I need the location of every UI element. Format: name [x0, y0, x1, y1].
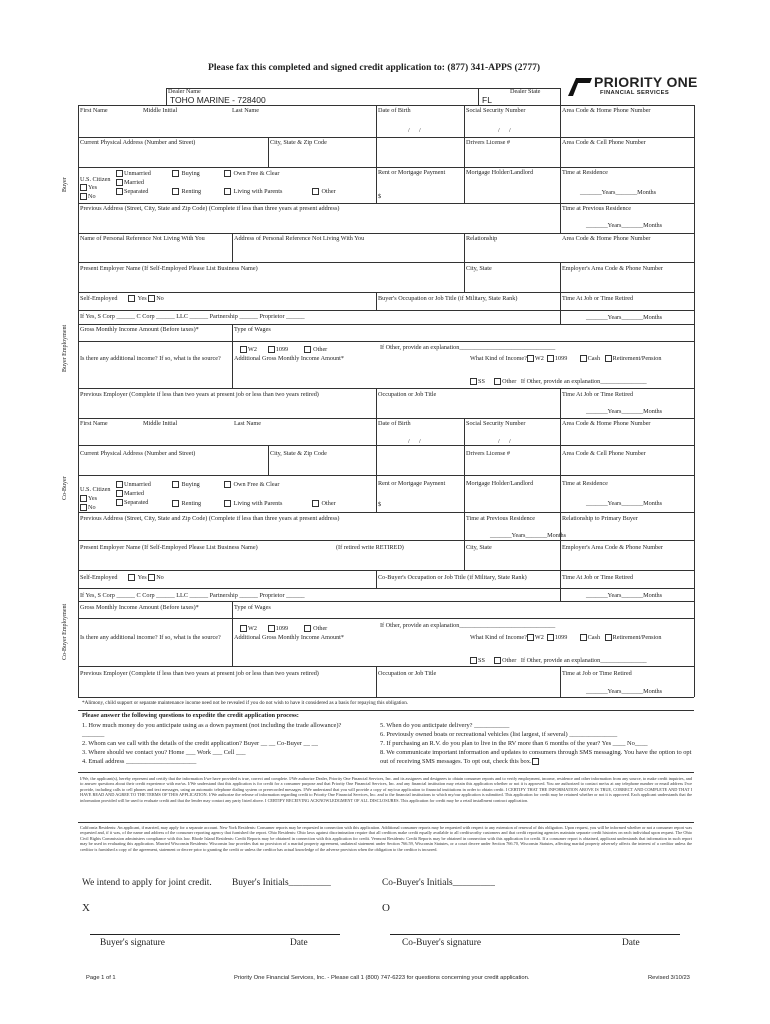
cobuyer-living-parents[interactable]: Living with Parents: [224, 500, 282, 507]
checkbox[interactable]: [224, 188, 231, 195]
cobuyer-occupation[interactable]: Co-Buyer's Occupation or Job Title (if Military, State Rank): [378, 574, 527, 581]
checkbox[interactable]: [80, 184, 87, 191]
disclosure-general: I/We, the applicant(s), hereby represent and certify that the information I/we have provided is true, correct and complete. I/We authorize Dealer, Priority One Financial Services, Inc. and its assignees and designees to obtain consumer reports and to verify employment, income, residence and other information from any source, to make credit inquiries, and to answer questions about their credit experience with me/us. I/We understand that this application is for credit for a consumer purpose and that Priority One Financial Services, Inc. and any financial institution may retain this application whether or not it is approved. You are authorized to contact me/us at any telephone number or email address I/we provide, including calls to cell phones and text messages, using an automatic telephone dialing system or prerecorded messages. I/We understand that you will provide a copy of my/our application to financial institutions in order to obtain credit. I CERTIFY THAT THE INFORMATION ABOVE IS TRUE, CORRECT AND COMPLETE AND THAT I HAVE READ AND AGREE TO THE TERMS OF THIS APPLICATION. I/We authorize the release of information regarding credit to Priority One Financial Services, Inc. and to the financial institutions to which my/our application is submitted. This application for credit may be retained whether or not it is approved. Each applicant understands that the information provided will be used to evaluate credit and that the lender may contact any party listed above. I CERTIFY RECEIVING ACKNOWLEDGMENT OF ALL DISCLOSURES. This application for credit may be a retail installment contract application.: [80, 776, 692, 803]
buyer-occ-title[interactable]: Occupation or Job Title: [378, 391, 437, 398]
cobuyer-o-mark: O: [382, 902, 390, 914]
cobuyer-ss-other[interactable]: SS Other If Other, provide an explanation_______________: [470, 657, 647, 664]
buyer-prev-address[interactable]: Previous Address (Street, City, State and Zip Code) (Complete if less than three years at present address): [80, 205, 340, 212]
buyer-city-state-zip[interactable]: City, State & Zip Code: [270, 139, 327, 146]
cobuyer-job-years: _______Years_______Months: [586, 592, 663, 599]
cobuyer-dollar: $: [378, 501, 382, 508]
checkbox[interactable]: [605, 634, 612, 641]
co-dob-slashes: / /: [408, 438, 421, 445]
buyer-occupation[interactable]: Buyer's Occupation or Job Title (if Military, State Rank): [378, 295, 518, 302]
cobuyer-if-yes[interactable]: If Yes, S Corp ______ C Corp ______ LLC ______ Partnership ______ Proprietor ______: [80, 592, 305, 599]
cobuyer-middle-initial[interactable]: Middle Initial: [143, 420, 178, 427]
checkbox[interactable]: [80, 193, 87, 200]
footer-center: Priority One Financial Services, Inc. - Please call 1 (800) 747-6223 for questions concerning your credit application.: [234, 975, 530, 981]
checkbox[interactable]: [116, 481, 123, 488]
buyer-address[interactable]: Current Physical Address (Number and Street): [80, 139, 196, 146]
buyer-time-residence[interactable]: Time at Residence: [562, 169, 608, 176]
footer-page: Page 1 of 1: [86, 975, 116, 981]
checkbox[interactable]: [304, 346, 311, 353]
buyer-wage-types[interactable]: W2 1099 Other: [240, 346, 327, 353]
cobuyer-emp-city[interactable]: City, State: [466, 544, 492, 551]
buyer-own-free[interactable]: Own Free & Clear: [224, 170, 279, 177]
buyer-emp-phone[interactable]: Employer's Area Code & Phone Number: [562, 265, 663, 272]
buyer-drivers-license[interactable]: Drivers License #: [466, 139, 510, 146]
buyer-rent-mortgage[interactable]: Rent or Mortgage Payment: [378, 169, 446, 176]
checkbox[interactable]: [527, 634, 534, 641]
dealer-name-label: Dealer Name: [168, 88, 201, 95]
cobuyer-gross-income[interactable]: Gross Monthly Income Amount (Before taxes)*: [80, 604, 199, 611]
fax-instruction: Please fax this completed and signed credit application to: (877) 341-APPS (2777): [208, 62, 541, 73]
cobuyer-address[interactable]: Current Physical Address (Number and Street): [80, 450, 196, 457]
cobuyer-prev-address[interactable]: Previous Address (Street, City, State and Zip Code) (Complete if less than three years at present address): [80, 515, 340, 522]
checkbox[interactable]: [80, 495, 87, 502]
cobuyer-mortgage-holder[interactable]: Mortgage Holder/Landlord: [466, 480, 534, 487]
buyer-section-label: Buyer: [62, 177, 68, 192]
cobuyer-type-wages[interactable]: Type of Wages: [234, 604, 271, 611]
buyer-cell-phone[interactable]: Area Code & Cell Phone Number: [562, 139, 646, 146]
cobuyer-self-employed[interactable]: Self-Employed Yes No: [80, 574, 164, 581]
alimony-note: *Alimony, child support or separate maintenance income need not be revealed if you do not wish to have it considered as a basis for repaying this obligation.: [82, 700, 409, 706]
cobuyer-buying[interactable]: Buying: [172, 481, 200, 488]
checkbox[interactable]: [128, 295, 135, 302]
cobuyer-cell-phone[interactable]: Area Code & Cell Phone Number: [562, 450, 646, 457]
question-5[interactable]: 5. When do you anticipate delivery? ___________: [380, 722, 510, 729]
buyer-ref-name[interactable]: Name of Personal Reference Not Living With You: [80, 235, 205, 242]
buyer-citizen-yes[interactable]: Yes: [80, 184, 97, 191]
checkbox[interactable]: [605, 355, 612, 362]
buyer-ref-phone[interactable]: Area Code & Home Phone Number: [562, 235, 651, 242]
buyer-prev-employer[interactable]: Previous Employer (Complete if less than two years at present job or less than two years retired): [80, 391, 319, 398]
checkbox[interactable]: [224, 500, 231, 507]
cobuyer-additional-q[interactable]: Is there any additional income? If so, what is the source?: [80, 634, 221, 641]
buyer-dob[interactable]: Date of Birth: [378, 107, 411, 114]
dealer-state-value[interactable]: FL: [482, 95, 492, 105]
checkbox[interactable]: [547, 355, 554, 362]
cobuyer-us-citizen: U.S. Citizen: [80, 486, 111, 493]
checkbox[interactable]: [116, 179, 123, 186]
cobuyer-citizen-no[interactable]: No: [80, 504, 96, 511]
sms-optout-checkbox[interactable]: [532, 758, 539, 765]
checkbox[interactable]: [148, 295, 155, 302]
buyer-relationship[interactable]: Relationship: [466, 235, 498, 242]
buyer-mortgage-holder[interactable]: Mortgage Holder/Landlord: [466, 169, 534, 176]
buyer-what-kind[interactable]: What Kind of Income? W2 1099 Cash Retirement/Pension: [470, 355, 662, 362]
buyer-additional-q[interactable]: Is there any additional income? If so, what is the source?: [80, 355, 221, 362]
ssn-slashes: / /: [498, 127, 511, 134]
question-4[interactable]: 4. Email address ______________________: [82, 758, 197, 765]
cobuyer-prev-years: _______Years_______Months: [490, 532, 567, 539]
cobuyer-prev-employer[interactable]: Previous Employer (Complete if less than two years at present job or less than two years retired): [80, 670, 319, 677]
buyer-signature-caption: Buyer's signature: [100, 938, 165, 948]
buyer-if-yes[interactable]: If Yes, S Corp ______ C Corp ______ LLC ______ Partnership ______ Proprietor ______: [80, 313, 305, 320]
buyer-unmarried[interactable]: Unmarried: [116, 170, 151, 177]
cobuyer-emp-phone[interactable]: Employer's Area Code & Phone Number: [562, 544, 663, 551]
checkbox[interactable]: [172, 500, 179, 507]
checkbox[interactable]: [580, 634, 587, 641]
cobuyer-own-free[interactable]: Own Free & Clear: [224, 481, 279, 488]
cobuyer-years-months: _______Years_______Months: [586, 500, 663, 507]
cobuyer-time-residence[interactable]: Time at Residence: [562, 480, 608, 487]
checkbox[interactable]: [268, 346, 275, 353]
buyer-ssn[interactable]: Social Security Number: [466, 107, 526, 114]
buyer-type-wages[interactable]: Type of Wages: [234, 326, 271, 333]
checkbox[interactable]: [240, 346, 247, 353]
buyer-emp-city[interactable]: City, State: [466, 265, 492, 272]
cobuyer-unmarried[interactable]: Unmarried: [116, 481, 151, 488]
buyer-middle-initial[interactable]: Middle Initial: [143, 107, 178, 114]
checkbox[interactable]: [470, 378, 477, 385]
questions-heading: Please answer the following questions to expedite the credit application process:: [82, 712, 299, 719]
disclosure-state: California Residents: An applicant, if married, may apply for a separate account. New York Residents: Consumer reports may be requested in connection with this application. Additional consumer reports may be requested with respect to any extension of renewal of this obligation. Upon request, you will be informed whether or not a consumer report was requested and, if it was, of the name and address of the consumer reporting agency that furnished the report. Ohio Residents: Ohio laws against discrimination require that all creditors make credit equally available to all creditworthy customers and that credit reporting agencies maintain separate credit histories on each individual upon request. The Ohio Civil Rights Commission administers compliance with this law. Rhode Island Residents: Credit Reports may be obtained in connection with this application for credit. Vermont Residents: Credit Reports may be obtained in connection with this application for credit. If a consumer report is obtained, applicant understands that information in such report may be used in evaluating this application. Married Wisconsin Residents: Wisconsin law provides that no provision of a marital property agreement, unilateral statement under Section 766.59, Wisconsin Statutes, or a court decree under Section 766.70, Wisconsin Statutes, affecting marital property adversely affects the interest of a creditor unless the creditor is furnished a copy of the agreement, statement or decree prior to granting the credit or unless the creditor has actual knowledge of the adverse provision when the obligation to the creditor is incurred.: [80, 825, 692, 852]
logo-subtitle: FINANCIAL SERVICES: [600, 90, 670, 96]
checkbox[interactable]: [547, 634, 554, 641]
dealer-name-value[interactable]: TOHO MARINE - 728400: [170, 95, 266, 105]
question-8[interactable]: 8. We communicate important information and updates to consumers through SMS messaging. You have the option to opt out of receiving SMS messages. To opt out, check this box.: [380, 749, 692, 765]
co-ssn-slashes: / /: [498, 438, 511, 445]
checkbox[interactable]: [224, 481, 231, 488]
cobuyer-initials[interactable]: Co-Buyer's Initials_________: [382, 878, 495, 888]
buyer-us-citizen: U.S. Citizen: [80, 176, 111, 183]
buyer-ss-other[interactable]: SS Other If Other, provide an explanation_______________: [470, 378, 647, 385]
cobuyer-married[interactable]: Married: [116, 490, 144, 497]
cobuyer-what-kind[interactable]: What Kind of Income? W2 1099 Cash Retirement/Pension: [470, 634, 662, 641]
cobuyer-other-res[interactable]: Other: [312, 500, 336, 507]
cobuyer-citizen-yes[interactable]: Yes: [80, 495, 97, 502]
cobuyer-time-job2[interactable]: Time at Job or Time Retired: [562, 670, 632, 677]
checkbox[interactable]: [494, 657, 501, 664]
dealer-state-label: Dealer State: [510, 88, 541, 95]
cobuyer-time-prev-res[interactable]: Time at Previous Residence: [466, 515, 536, 522]
buyer-separated[interactable]: Separated: [116, 188, 148, 195]
checkbox[interactable]: [304, 625, 311, 632]
checkbox[interactable]: [172, 481, 179, 488]
buyer-initials[interactable]: Buyer's Initials_________: [232, 878, 331, 888]
checkbox[interactable]: [494, 378, 501, 385]
checkbox[interactable]: [116, 188, 123, 195]
buyer-last-name[interactable]: Last Name: [232, 107, 259, 114]
checkbox[interactable]: [224, 170, 231, 177]
cobuyer-ssn[interactable]: Social Security Number: [466, 420, 526, 427]
buyer-citizen-no[interactable]: No: [80, 193, 96, 200]
buyer-if-other[interactable]: If Other, provide an explanation_______________________________: [380, 344, 556, 351]
question-1[interactable]: 1. How much money do you anticipate using as a down payment (not including the trade allowance)? _______: [82, 722, 342, 738]
question-6[interactable]: 6. Previously owned boats or recreational vehicles (list largest, if several) _______________: [380, 731, 618, 738]
cobuyer-separated[interactable]: Separated: [116, 499, 148, 506]
buyer-time-job2[interactable]: Time At Job or Time Retired: [562, 391, 634, 398]
checkbox[interactable]: [128, 574, 135, 581]
checkbox[interactable]: [116, 490, 123, 497]
question-7[interactable]: 7. If purchasing an R.V. do you plan to live in the RV more than 6 months of the year? Yes ____ No____: [380, 740, 648, 747]
question-3[interactable]: 3. Where should we contact you? Home ___ Work ___ Cell ___: [82, 749, 246, 756]
buyer-signature-line[interactable]: [90, 934, 340, 935]
cobuyer-rent-mortgage[interactable]: Rent or Mortgage Payment: [378, 480, 446, 487]
logo-mark-icon: [566, 76, 594, 98]
buyer-buying[interactable]: Buying: [172, 170, 200, 177]
checkbox[interactable]: [527, 355, 534, 362]
buyer-ref-address[interactable]: Address of Personal Reference Not Living With You: [234, 235, 365, 242]
logo: [566, 74, 716, 104]
cobuyer-date-caption: Date: [622, 938, 640, 948]
cobuyer-signature-line[interactable]: [390, 934, 680, 935]
question-2[interactable]: 2. Whom can we call with the details of the credit application? Buyer __ __ Co-Buyer __ __: [82, 740, 318, 747]
cobuyer-employer[interactable]: Present Employer Name (If Self-Employed Please List Business Name): [80, 544, 258, 551]
checkbox[interactable]: [116, 170, 123, 177]
buyer-job-years: _______Years_______Months: [586, 314, 663, 321]
cobuyer-job2-years: _______Years_______Months: [586, 688, 663, 695]
cobuyer-drivers-license[interactable]: Drivers License #: [466, 450, 510, 457]
buyer-home-phone[interactable]: Area Code & Home Phone Number: [562, 107, 651, 114]
buyer-married[interactable]: Married: [116, 179, 144, 186]
dob-slashes: / /: [408, 127, 421, 134]
joint-credit-statement: We intend to apply for joint credit.: [82, 878, 212, 888]
buyer-prev-years: _______Years_______Months: [586, 222, 663, 229]
checkbox[interactable]: [80, 504, 87, 511]
cobuyer-if-other[interactable]: If Other, provide an explanation_______________________________: [380, 622, 556, 629]
buyer-additional-amount[interactable]: Additional Gross Monthly Income Amount*: [234, 355, 344, 362]
cobuyer-signature-caption: Co-Buyer's signature: [402, 938, 482, 948]
buyer-employer[interactable]: Present Employer Name (If Self-Employed Please List Business Name): [80, 265, 258, 272]
buyer-gross-income[interactable]: Gross Monthly Income Amount (Before taxes)*: [80, 326, 199, 333]
buyer-date-caption: Date: [290, 938, 308, 948]
cobuyer-employment-label: Co-Buyer Employment: [62, 603, 68, 660]
buyer-job2-years: _______Years_______Months: [586, 408, 663, 415]
cobuyer-occ-title[interactable]: Occupation or Job Title: [378, 670, 437, 677]
checkbox[interactable]: [148, 574, 155, 581]
checkbox[interactable]: [312, 500, 319, 507]
cobuyer-first-name[interactable]: First Name: [80, 420, 108, 427]
checkbox[interactable]: [116, 499, 123, 506]
cobuyer-section-label: Co-Buyer: [62, 476, 68, 500]
buyer-time-prev-res[interactable]: Time at Previous Residence: [562, 205, 632, 212]
buyer-employment-label: Buyer Employment: [62, 324, 68, 372]
buyer-dollar: $: [378, 193, 382, 200]
buyer-time-job[interactable]: Time At Job or Time Retired: [562, 295, 634, 302]
buyer-living-parents[interactable]: Living with Parents: [224, 188, 282, 195]
buyer-self-employed[interactable]: Self-Employed Yes No: [80, 295, 164, 302]
cobuyer-wage-types[interactable]: W2 1099 Other: [240, 625, 327, 632]
cobuyer-relationship[interactable]: Relationship to Primary Buyer: [562, 515, 638, 522]
buyer-first-name[interactable]: First Name: [80, 107, 108, 114]
checkbox[interactable]: [580, 355, 587, 362]
cobuyer-if-retired: (If retired write RETIRED): [336, 544, 404, 551]
checkbox[interactable]: [268, 625, 275, 632]
checkbox[interactable]: [172, 188, 179, 195]
checkbox[interactable]: [470, 657, 477, 664]
buyer-years-months: _______Years_______Months: [580, 189, 657, 196]
cobuyer-dob[interactable]: Date of Birth: [378, 420, 411, 427]
checkbox[interactable]: [240, 625, 247, 632]
buyer-other-res[interactable]: Other: [312, 188, 336, 195]
cobuyer-last-name[interactable]: Last Name: [234, 420, 261, 427]
cobuyer-renting[interactable]: Renting: [172, 500, 201, 507]
buyer-x-mark: X: [82, 902, 90, 914]
cobuyer-additional-amount[interactable]: Additional Gross Monthly Income Amount*: [234, 634, 344, 641]
cobuyer-time-job[interactable]: Time At Job or Time Retired: [562, 574, 634, 581]
checkbox[interactable]: [312, 188, 319, 195]
cobuyer-city-state-zip[interactable]: City, State & Zip Code: [270, 450, 327, 457]
footer-revised: Revised 3/10/23: [648, 975, 690, 981]
buyer-renting[interactable]: Renting: [172, 188, 201, 195]
checkbox[interactable]: [172, 170, 179, 177]
cobuyer-home-phone[interactable]: Area Code & Home Phone Number: [562, 420, 651, 427]
logo-name: PRIORITY ONE: [594, 74, 698, 90]
